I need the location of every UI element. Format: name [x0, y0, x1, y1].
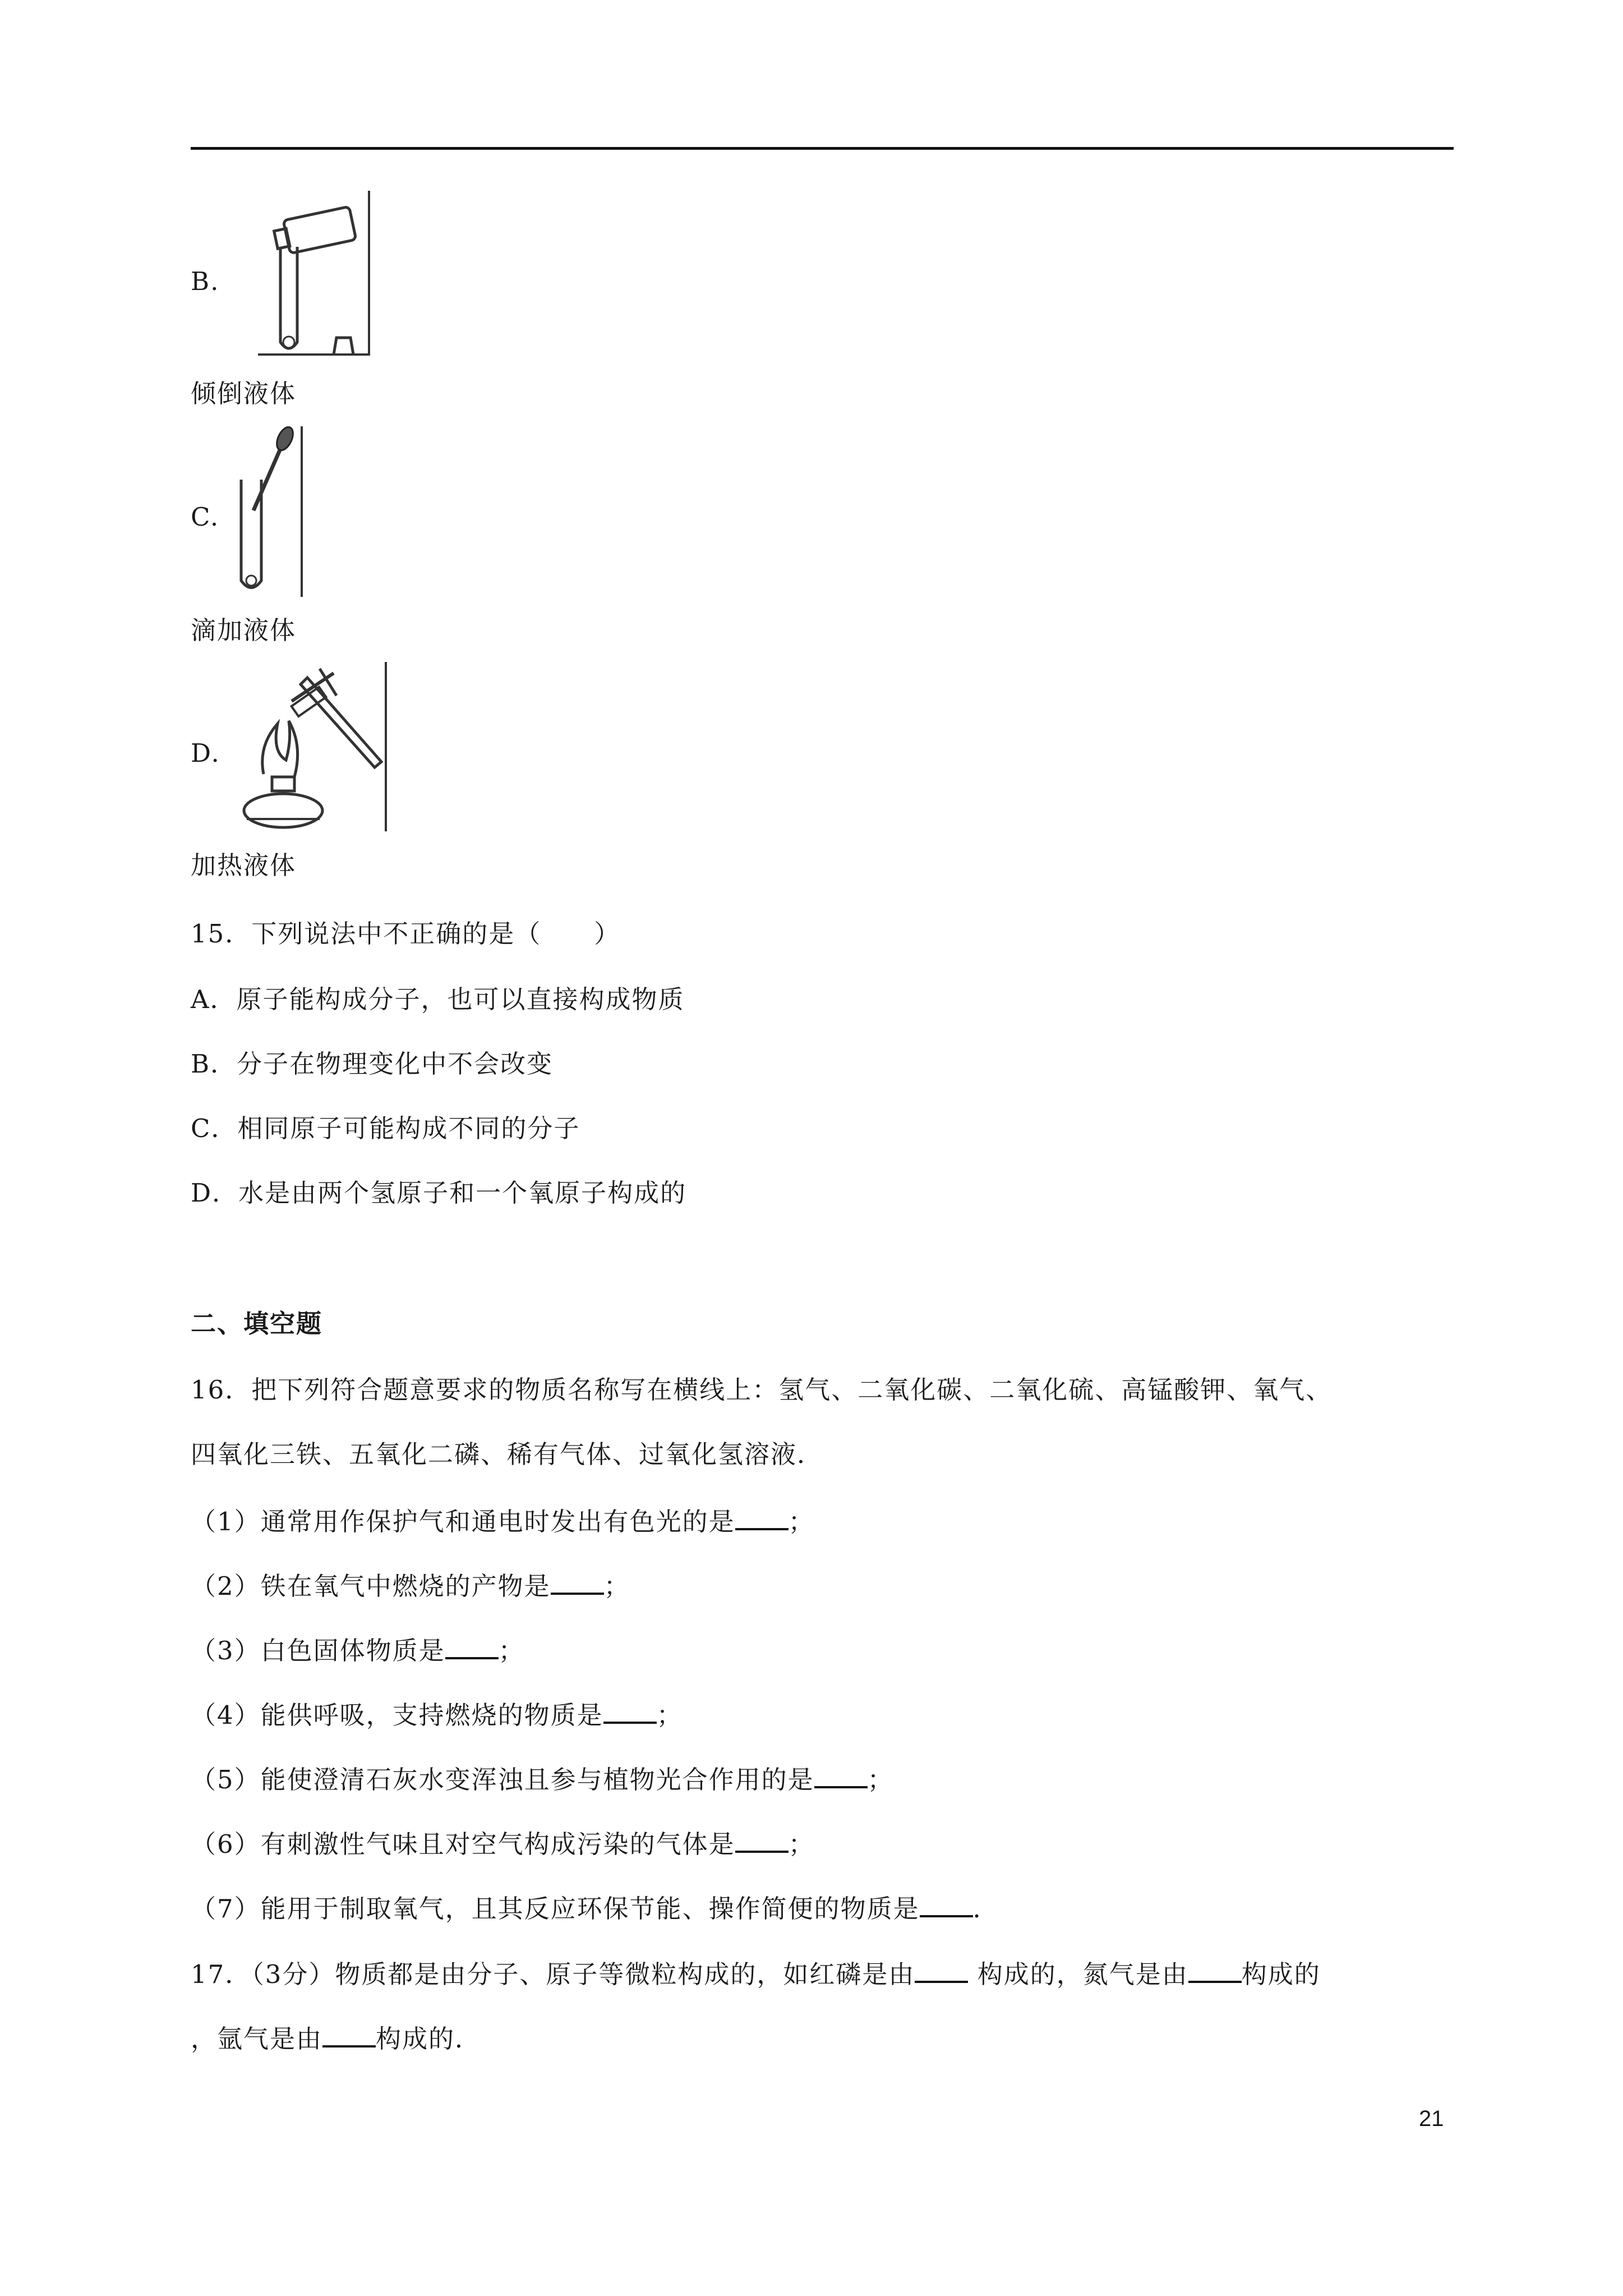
heating-liquid-illustration [236, 662, 387, 836]
question-17-line1 [191, 1956, 1321, 1991]
item-end: ． [972, 1894, 999, 1924]
question-16-item [191, 1503, 815, 1539]
caption-heating: 加热液体 [191, 850, 297, 880]
q17-text: 构成的． [376, 2024, 482, 2054]
item-text: （2）铁在氧气中燃烧的产物是 [191, 1571, 551, 1601]
answer-blank[interactable] [603, 1697, 657, 1724]
item-end: ； [498, 1636, 525, 1665]
question-15-stem: 15．下列说法中不正确的是（ ） [191, 919, 621, 949]
question-15-option-b: B．分子在物理变化中不会改变 [191, 1049, 554, 1079]
question-16-stem-line2: 四氧化三铁、五氧化二磷、稀有气体、过氧化氢溶液． [191, 1439, 824, 1469]
question-16-item [191, 1697, 683, 1732]
caption-dropping: 滴加液体 [191, 615, 297, 645]
q17-text: 构成的，氮气是由 [968, 1959, 1188, 1989]
item-end: ； [656, 1700, 683, 1730]
q17-text: 17．（3分）物质都是由分子、原子等微粒构成的，如红磷是由 [191, 1959, 915, 1989]
section-title: 二、填空题 [191, 1309, 323, 1338]
item-text: （5）能使澄清石灰水变浑浊且参与植物光合作用的是 [191, 1765, 814, 1795]
answer-blank[interactable] [445, 1632, 499, 1659]
question-16-item [191, 1632, 525, 1668]
dropping-liquid-illustration [236, 426, 303, 600]
header-rule [191, 147, 1454, 150]
item-text: （1）通常用作保护气和通电时发出有色光的是 [191, 1507, 735, 1536]
answer-blank[interactable] [920, 1890, 973, 1917]
answer-blank[interactable] [915, 1956, 968, 1983]
item-end: ； [788, 1507, 815, 1536]
caption-pouring: 倾倒液体 [191, 379, 297, 408]
answer-blank[interactable] [1188, 1956, 1242, 1983]
option-b-label: B. [191, 266, 220, 296]
answer-blank[interactable] [322, 2021, 376, 2047]
question-16-item [191, 1826, 815, 1861]
question-16-stem-line1: 16．把下列符合题意要求的物质名称写在横线上：氢气、二氧化碳、二氧化硫、高锰酸钾、氧气、 [191, 1375, 1332, 1405]
question-16-item [191, 1568, 630, 1603]
pouring-liquid-illustration [258, 191, 370, 359]
question-16-item [191, 1890, 999, 1926]
answer-blank[interactable] [735, 1826, 789, 1853]
item-end: ； [788, 1829, 815, 1859]
item-end: ； [603, 1571, 630, 1601]
item-text: （7）能用于制取氧气，且其反应环保节能、操作简便的物质是 [191, 1894, 920, 1924]
item-end: ； [867, 1765, 894, 1795]
question-15-option-d: D．水是由两个氢原子和一个氧原子构成的 [191, 1178, 687, 1208]
answer-blank[interactable] [814, 1761, 868, 1788]
answer-blank[interactable] [735, 1503, 789, 1530]
question-17-line2 [191, 2021, 481, 2056]
item-text: （4）能供呼吸，支持燃烧的物质是 [191, 1700, 603, 1730]
item-text: （6）有刺激性气味且对空气构成污染的气体是 [191, 1829, 735, 1859]
page-number: 21 [1419, 2106, 1444, 2131]
option-c-label: C. [191, 502, 220, 532]
q17-text: 构成的 [1241, 1959, 1321, 1989]
option-d-label: D. [191, 738, 220, 768]
question-16-item [191, 1761, 894, 1797]
answer-blank[interactable] [551, 1568, 604, 1595]
q17-text: ，氩气是由 [191, 2024, 323, 2054]
item-text: （3）白色固体物质是 [191, 1636, 445, 1665]
question-15-option-c: C．相同原子可能构成不同的分子 [191, 1114, 580, 1143]
question-15-option-a: A．原子能构成分子，也可以直接构成物质 [191, 984, 685, 1014]
